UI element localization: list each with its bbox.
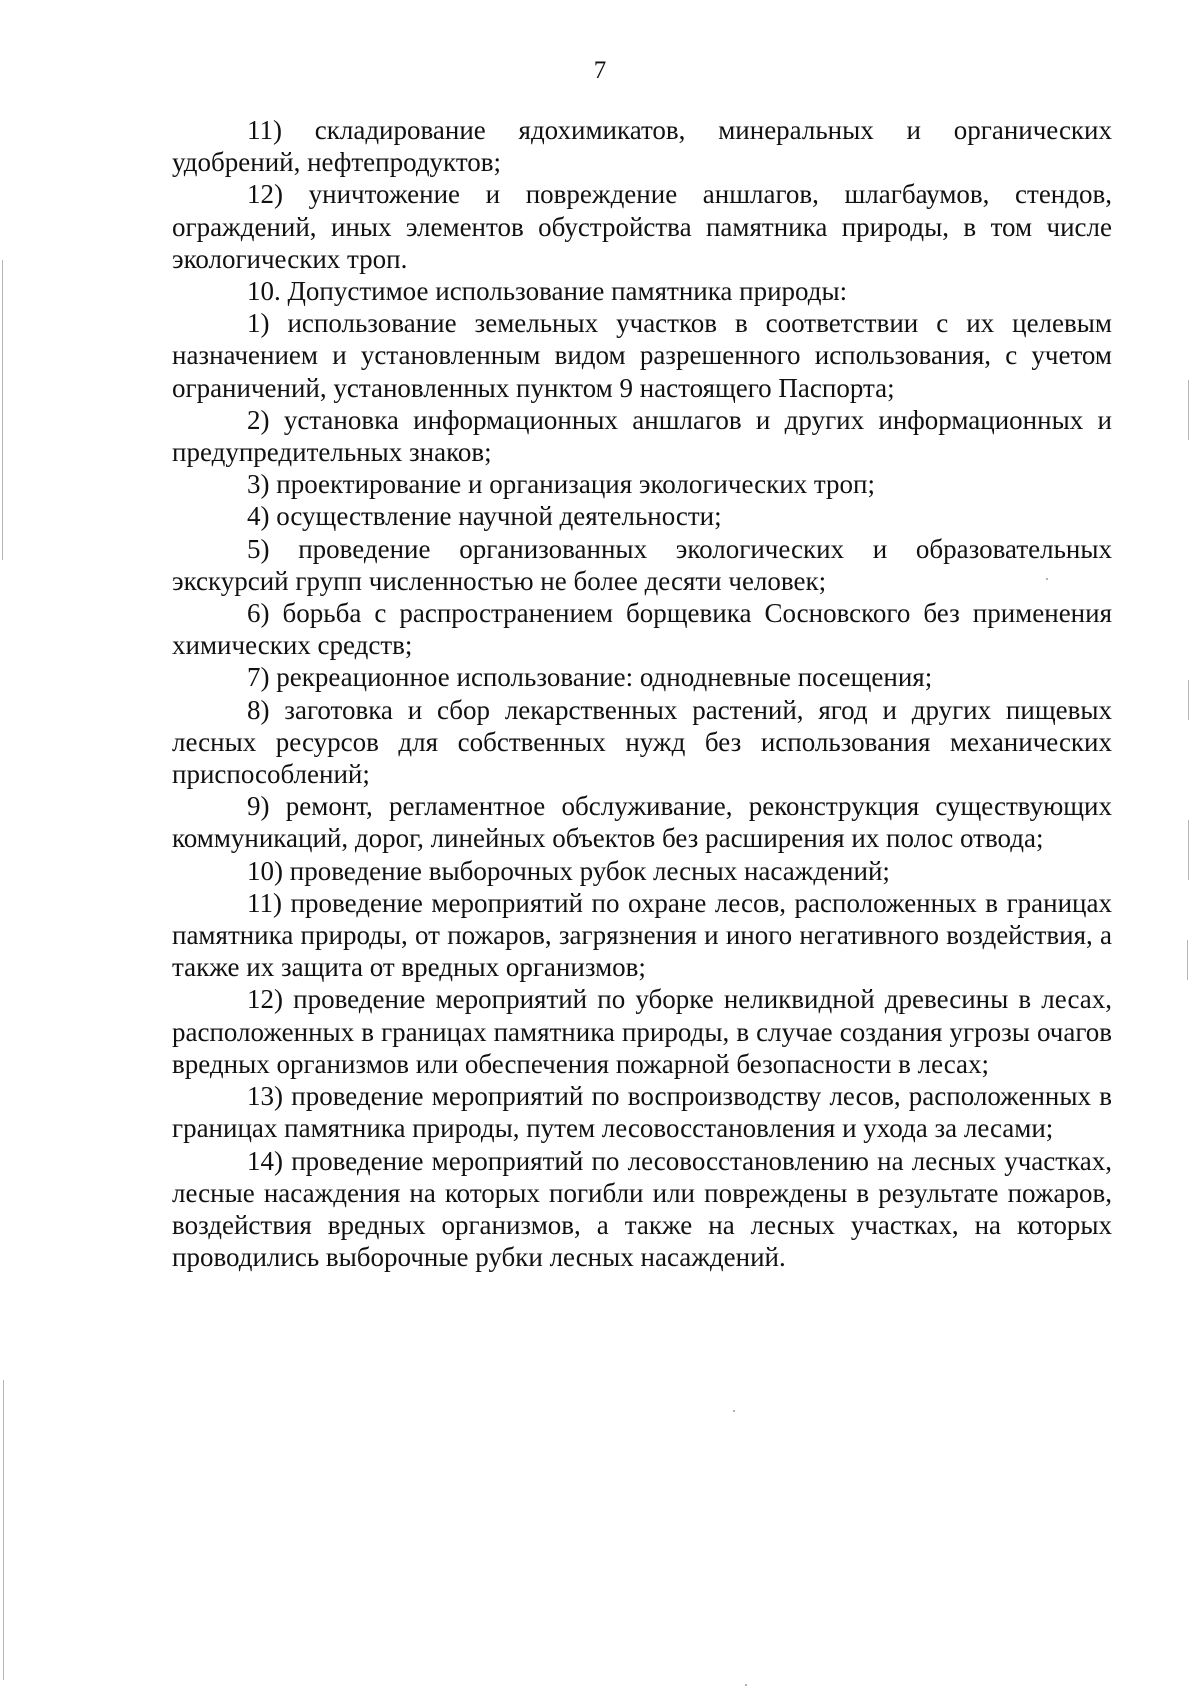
list-item: 14) проведение мероприятий по лесовосстановлению на лесных участках, лесные насаждения на которых погибли или повреждены в результате пожаров, воздействия вредных организмов, а также на лесных участках, на которых проводились выборочные рубки лесных насаждений. (172, 1145, 1112, 1273)
list-item: 3) проектирование и организация экологических троп; (247, 469, 875, 500)
scan-edge-mark (1188, 380, 1189, 440)
section-heading: 10. Допустимое использование памятника природы: (247, 276, 848, 307)
list-item: 4) осуществление научной деятельности; (247, 501, 722, 532)
list-item: 8) заготовка и сбор лекарственных растений, ягод и других пищевых лесных ресурсов для собственных нужд без использования механических приспособлений; (172, 694, 1112, 790)
list-item: 12) проведение мероприятий по уборке неликвидной древесины в лесах, расположенных в границах памятника природы, в случае создания угрозы очагов вредных организмов или обеспечения пожарной безопасности в лесах; (172, 984, 1112, 1079)
list-item: 1) использование земельных участков в соответствии с их целевым назначением и установленным видом разрешенного использования, с учетом ограничений, установленных пунктом 9 настоящего Паспорта; (172, 308, 1112, 403)
list-item: 9) ремонт, регламентное обслуживание, реконструкция существующих коммуникаций, дорог, линейных объектов без расширения их полос отвода; (172, 791, 1112, 854)
scan-edge-mark (1188, 680, 1189, 720)
list-item: 10) проведение выборочных рубок лесных насаждений; (247, 855, 890, 886)
scan-edge-mark (3, 1380, 4, 1680)
scan-speck (745, 1684, 747, 1686)
list-item: 7) рекреационное использование: однодневные посещения; (247, 662, 933, 693)
scan-edge-mark (1188, 820, 1189, 880)
list-item: 12) уничтожение и повреждение аншлагов, шлагбаумов, стендов, ограждений, иных элементов обустройства памятника природы, в том числе экологических троп. (172, 179, 1112, 274)
document-body (172, 114, 1112, 1273)
list-item: 11) складирование ядохимикатов, минеральных и органических удобрений, нефтепродуктов; (172, 115, 1112, 178)
list-item: 2) установка информационных аншлагов и других информационных и предупредительных знаков; (172, 404, 1112, 468)
list-item: 11) проведение мероприятий по охране лесов, расположенных в границах памятника природы, от пожаров, загрязнения и иного негативного воздействия, а также их защита от вредных организмов; (172, 887, 1112, 983)
page-number: 7 (593, 57, 607, 84)
list-item: 5) проведение организованных экологических и образовательных экскурсий групп численностью не более десяти человек; (172, 533, 1112, 596)
list-item: 13) проведение мероприятий по воспроизводству лесов, расположенных в границах памятника природы, путем лесовосстановления и ухода за лесами; (172, 1081, 1112, 1144)
scan-speck (733, 1410, 735, 1412)
scan-edge-mark (2, 260, 3, 560)
list-item: 6) борьба с распространением борщевика Сосновского без применения химических средств; (172, 598, 1112, 661)
scan-edge-mark (1187, 940, 1188, 980)
